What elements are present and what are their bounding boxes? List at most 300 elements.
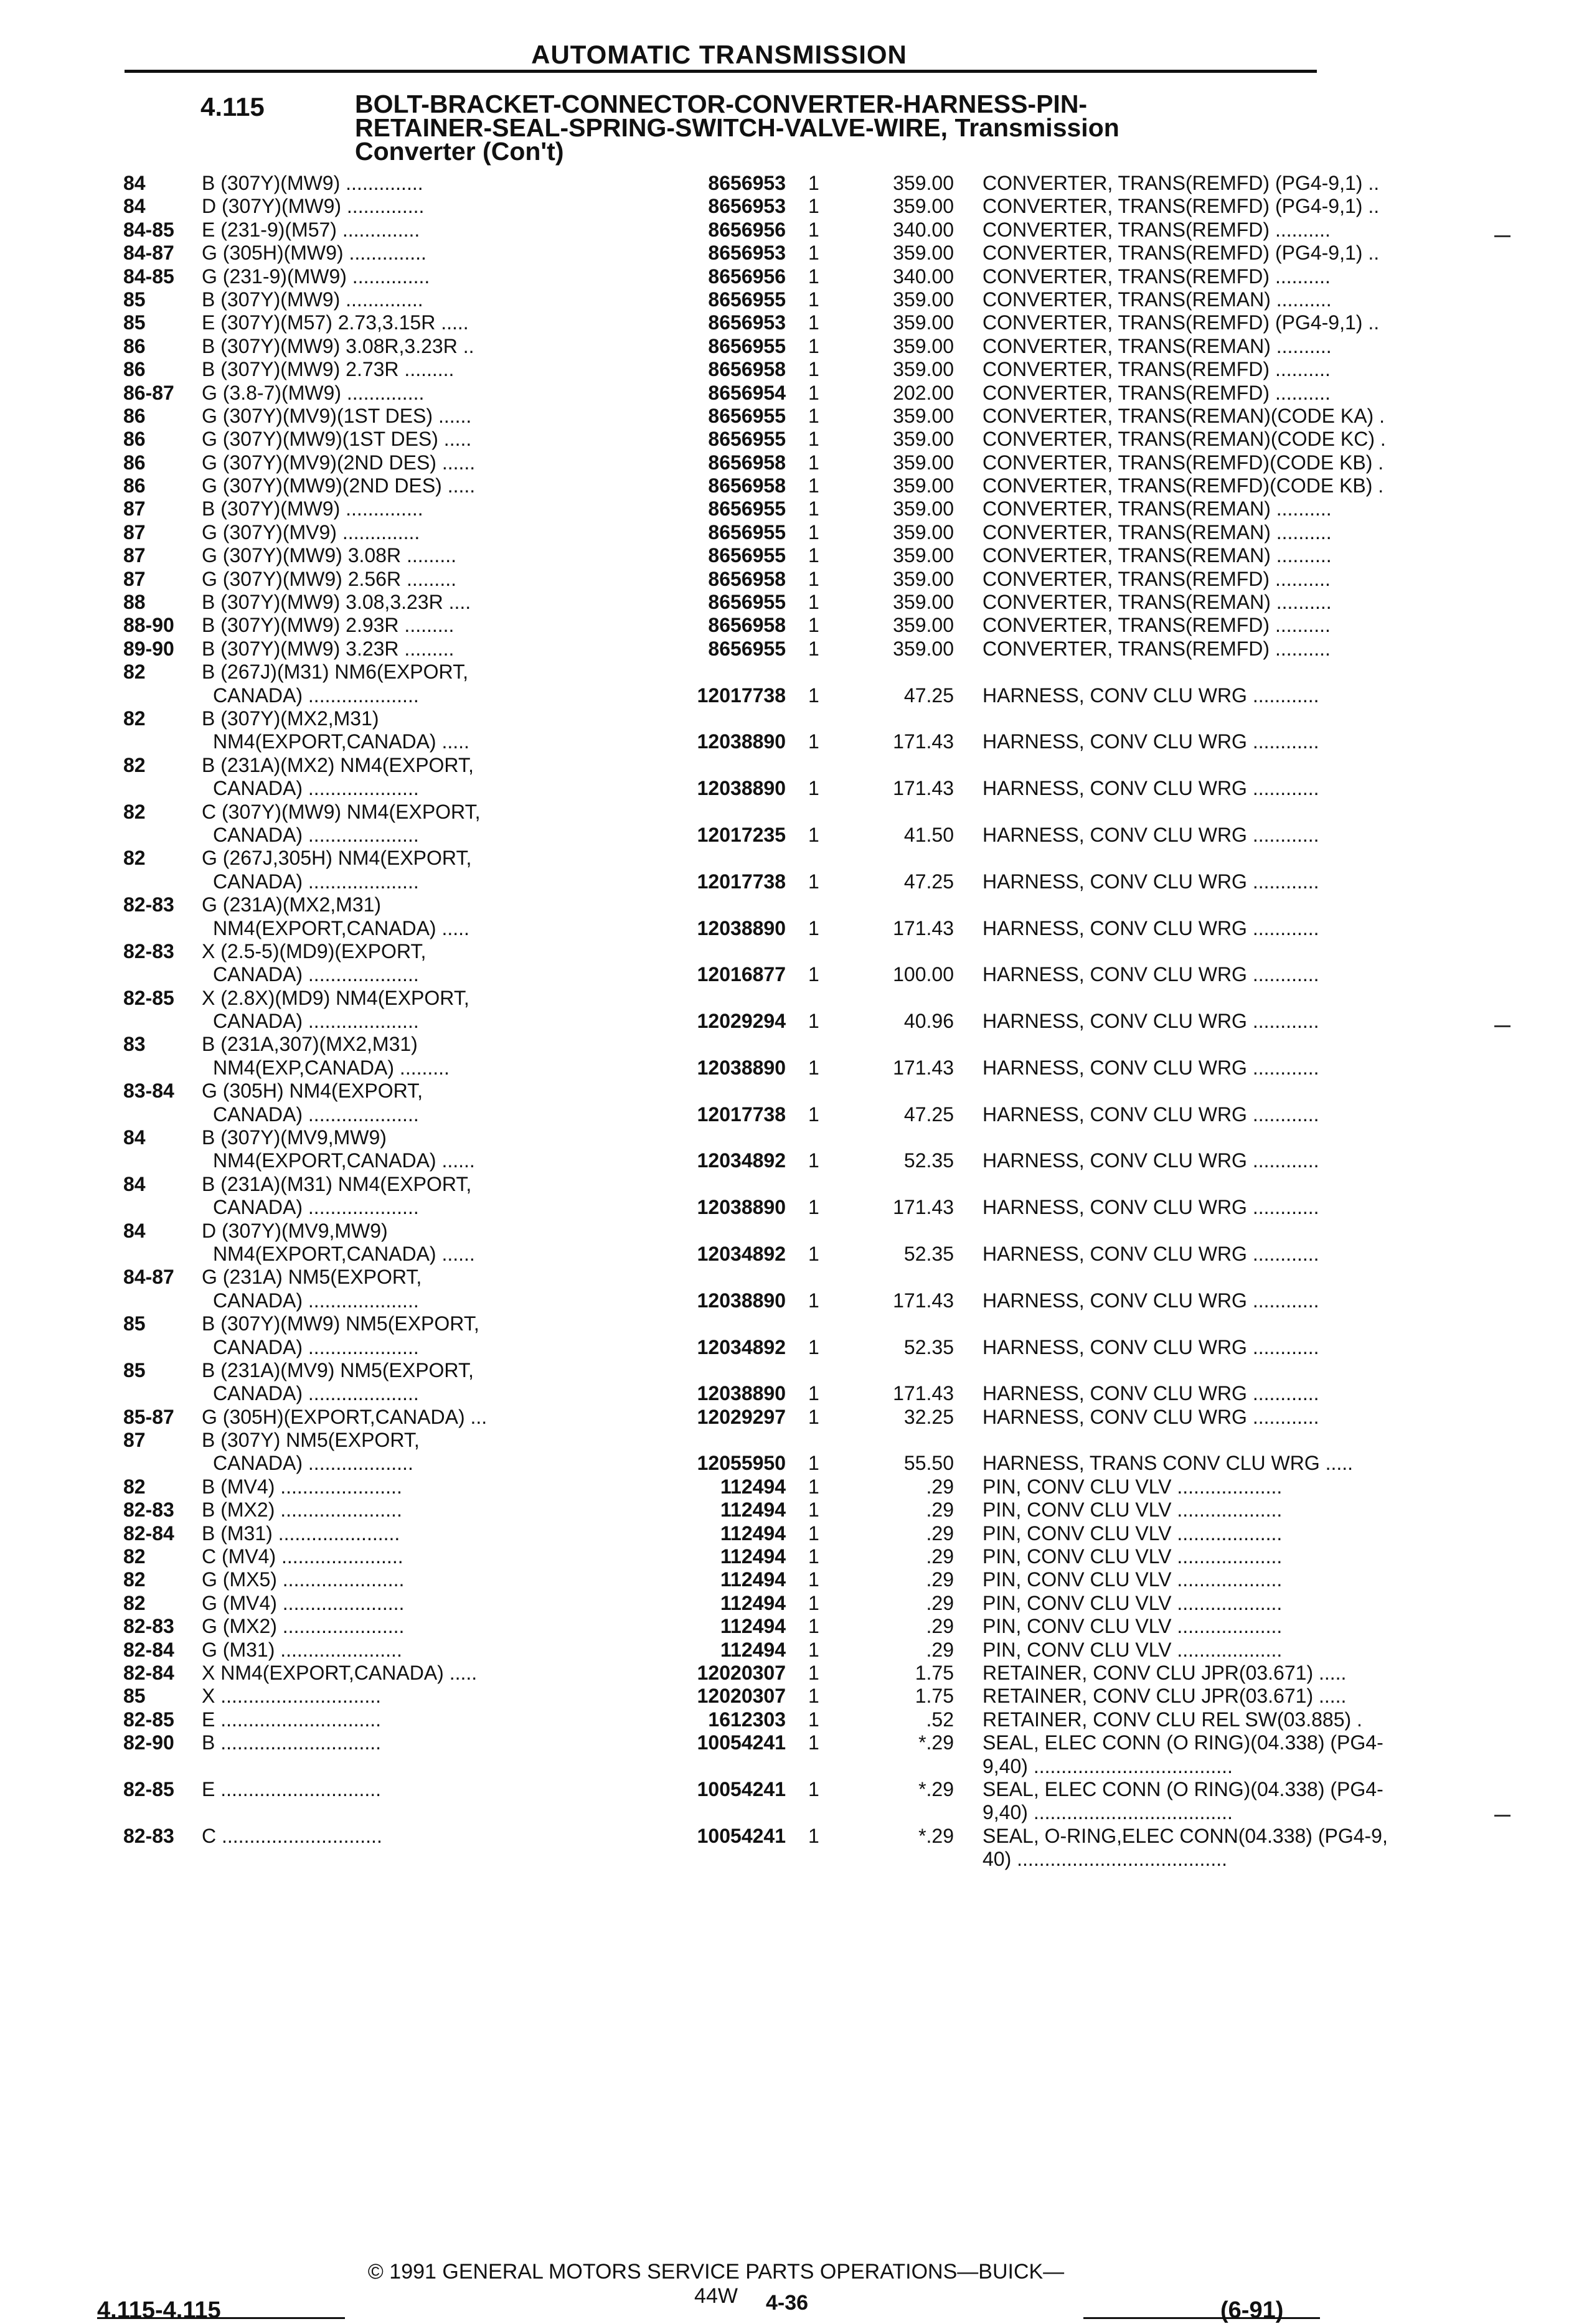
ref-cell: 82-90 xyxy=(123,1731,174,1754)
part-number-cell: 12020307 xyxy=(697,1662,786,1684)
part-number-cell: 8656956 xyxy=(708,218,786,241)
part-name-cell: CONVERTER, TRANS(REMAN) .......... xyxy=(983,497,1332,520)
table-row xyxy=(123,334,1332,358)
part-number-cell: 8656955 xyxy=(708,544,786,567)
part-name-cell: HARNESS, CONV CLU WRG ............ xyxy=(983,870,1319,893)
part-name-cell: PIN, CONV CLU VLV ................... xyxy=(983,1591,1283,1614)
table-row xyxy=(123,661,1319,684)
table-row xyxy=(123,172,1380,195)
table-row xyxy=(123,1406,1319,1429)
ref-cell: 84-87 xyxy=(123,242,174,265)
ref-cell: 83-84 xyxy=(123,1080,174,1103)
quantity-cell: 1 xyxy=(808,428,819,451)
part-number-cell: 12038890 xyxy=(697,1196,786,1219)
price-cell: 171.43 xyxy=(893,916,954,939)
description-cell: G (307Y)(MV9)(2ND DES) ...... xyxy=(202,451,476,474)
part-name-cell: CONVERTER, TRANS(REMFD)(CODE KB) . xyxy=(983,474,1384,497)
description-cell: E ............................. xyxy=(202,1777,382,1800)
ref-cell: 85 xyxy=(123,1685,146,1708)
part-name-cell: CONVERTER, TRANS(REMFD)(CODE KB) . xyxy=(983,451,1384,474)
quantity-cell: 1 xyxy=(808,288,819,311)
ref-cell: 82 xyxy=(123,661,146,684)
description-cell: CANADA) .................... xyxy=(213,684,419,707)
quantity-cell: 1 xyxy=(808,1289,819,1312)
description-cell: B (231A)(MX2) NM4(EXPORT, xyxy=(202,753,474,776)
part-number-cell: 112494 xyxy=(720,1615,786,1638)
part-number-cell: 8656955 xyxy=(708,637,786,660)
part-name-cell: CONVERTER, TRANS(REMAN) .......... xyxy=(983,591,1332,614)
table-row xyxy=(123,893,1319,916)
part-name-cell: CONVERTER, TRANS(REMFD) (PG4-9,1) .. xyxy=(983,311,1380,334)
price-cell: 359.00 xyxy=(893,404,954,427)
quantity-cell: 1 xyxy=(808,1777,819,1800)
quantity-cell: 1 xyxy=(808,1591,819,1614)
table-row xyxy=(123,1662,1347,1685)
part-number-cell: 8656955 xyxy=(708,520,786,543)
part-number-cell: 112494 xyxy=(720,1545,786,1568)
price-cell: 1.75 xyxy=(915,1662,954,1684)
quantity-cell: 1 xyxy=(808,1638,819,1661)
part-name-cell: HARNESS, CONV CLU WRG ............ xyxy=(983,1335,1319,1358)
description-cell: NM4(EXPORT,CANADA) ...... xyxy=(213,1242,475,1265)
quantity-cell: 1 xyxy=(808,591,819,614)
price-cell: 52.35 xyxy=(903,1149,954,1172)
part-name-cell: HARNESS, CONV CLU WRG ............ xyxy=(983,1242,1319,1265)
part-number-cell: 8656956 xyxy=(708,265,786,288)
part-name-cell: HARNESS, CONV CLU WRG ............ xyxy=(983,1056,1319,1079)
table-row xyxy=(123,544,1332,567)
part-number-cell: 10054241 xyxy=(697,1731,786,1754)
table-row xyxy=(123,1545,1319,1568)
part-name-cell: CONVERTER, TRANS(REMFD) .......... xyxy=(983,218,1331,241)
ref-cell: 82-83 xyxy=(123,939,174,962)
part-number-cell: 8656958 xyxy=(708,451,786,474)
description-cell: NM4(EXPORT,CANADA) ..... xyxy=(213,730,469,753)
quantity-cell: 1 xyxy=(808,520,819,543)
table-row xyxy=(123,963,1319,986)
part-name-cell: HARNESS, CONV CLU WRG ............ xyxy=(983,730,1319,753)
description-cell: G (307Y)(MW9) 3.08R ......... xyxy=(202,544,456,567)
ref-cell: 82 xyxy=(123,707,146,730)
ref-cell: 82 xyxy=(123,753,146,776)
description-cell: B ............................. xyxy=(202,1731,382,1754)
table-row xyxy=(123,707,1319,730)
ref-cell: 82 xyxy=(123,1545,146,1568)
description-cell: G (305H)(EXPORT,CANADA) ... xyxy=(202,1405,488,1428)
quantity-cell: 1 xyxy=(808,451,819,474)
quantity-cell: 1 xyxy=(808,614,819,637)
description-cell: NM4(EXP,CANADA) ......... xyxy=(213,1056,450,1079)
price-cell: 40.96 xyxy=(903,1010,954,1033)
quantity-cell: 1 xyxy=(808,1615,819,1638)
part-number-cell: 12017235 xyxy=(697,823,786,846)
price-cell: .29 xyxy=(926,1522,954,1545)
part-number-cell: 112494 xyxy=(720,1522,786,1545)
table-row xyxy=(123,428,1386,451)
description-cell: CANADA) .................... xyxy=(213,1382,419,1405)
part-number-cell: 12038890 xyxy=(697,730,786,753)
price-cell: 171.43 xyxy=(893,1289,954,1312)
price-cell: 171.43 xyxy=(893,1382,954,1405)
description-cell: NM4(EXPORT,CANADA) ..... xyxy=(213,916,469,939)
quantity-cell: 1 xyxy=(808,567,819,590)
part-name-cell: CONVERTER, TRANS(REMAN) .......... xyxy=(983,520,1332,543)
description-cell: B (307Y)(MW9) .............. xyxy=(202,172,423,194)
quantity-cell: 1 xyxy=(808,1335,819,1358)
ref-cell: 88-90 xyxy=(123,614,174,637)
part-name-cell: PIN, CONV CLU VLV ................... xyxy=(983,1568,1283,1591)
quantity-cell: 1 xyxy=(808,870,819,893)
quantity-cell: 1 xyxy=(808,358,819,381)
quantity-cell: 1 xyxy=(808,1382,819,1405)
description-cell: B (231A)(MV9) NM5(EXPORT, xyxy=(202,1358,474,1381)
quantity-cell: 1 xyxy=(808,1149,819,1172)
description-cell: G (231-9)(MW9) .............. xyxy=(202,265,430,288)
ref-cell: 82 xyxy=(123,800,146,823)
part-number-cell: 12034892 xyxy=(697,1242,786,1265)
price-cell: 359.00 xyxy=(893,358,954,381)
quantity-cell: 1 xyxy=(808,1405,819,1428)
table-row xyxy=(123,847,1319,870)
table-row xyxy=(123,265,1331,288)
part-name-cell: PIN, CONV CLU VLV ................... xyxy=(983,1615,1283,1638)
ref-cell: 85 xyxy=(123,311,146,334)
margin-tick xyxy=(1494,235,1510,237)
ref-cell: 82-85 xyxy=(123,986,174,1009)
quantity-cell: 1 xyxy=(808,1498,819,1522)
table-row xyxy=(123,1475,1319,1498)
part-name-cell: PIN, CONV CLU VLV ................... xyxy=(983,1498,1283,1522)
table-row xyxy=(123,1568,1319,1591)
table-row xyxy=(123,1848,1319,1871)
description-cell: B (307Y)(MW9) 2.93R ......... xyxy=(202,614,455,637)
table-row xyxy=(123,1708,1362,1731)
description-cell: B (307Y)(MW9) NM5(EXPORT, xyxy=(202,1312,479,1335)
part-number-cell: 12038890 xyxy=(697,1382,786,1405)
table-row xyxy=(123,591,1332,614)
description-cell: CANADA) .................... xyxy=(213,870,419,893)
part-name-cell: HARNESS, CONV CLU WRG ............ xyxy=(983,1196,1319,1219)
part-number-cell: 12055950 xyxy=(697,1452,786,1475)
price-cell: 47.25 xyxy=(903,1103,954,1126)
table-row xyxy=(123,381,1331,405)
description-cell: B (MV4) ...................... xyxy=(202,1475,402,1498)
part-number-cell: 1612303 xyxy=(708,1708,786,1731)
page-header-title: AUTOMATIC TRANSMISSION xyxy=(531,40,907,69)
table-row xyxy=(123,1149,1319,1172)
description-cell: X NM4(EXPORT,CANADA) ..... xyxy=(202,1662,478,1684)
part-name-cell: CONVERTER, TRANS(REMFD) (PG4-9,1) .. xyxy=(983,172,1380,194)
part-name-cell: HARNESS, CONV CLU WRG ............ xyxy=(983,777,1319,800)
part-number-cell: 8656955 xyxy=(708,288,786,311)
part-number-cell: 8656955 xyxy=(708,497,786,520)
description-cell: B (307Y)(MX2,M31) xyxy=(202,707,379,730)
description-cell: B (231A,307)(MX2,M31) xyxy=(202,1033,418,1056)
price-cell: 359.00 xyxy=(893,195,954,218)
price-cell: 340.00 xyxy=(893,265,954,288)
table-row xyxy=(123,358,1331,381)
table-row xyxy=(123,451,1384,474)
quantity-cell: 1 xyxy=(808,1568,819,1591)
quantity-cell: 1 xyxy=(808,963,819,986)
section-title-line-1: BOLT-BRACKET-CONNECTOR-CONVERTER-HARNESS-PIN- xyxy=(355,90,1088,118)
description-cell: B (307Y) NM5(EXPORT, xyxy=(202,1429,420,1452)
part-number-cell: 12038890 xyxy=(697,916,786,939)
ref-cell: 84 xyxy=(123,195,146,218)
header-rule xyxy=(125,70,1317,73)
table-row xyxy=(123,1056,1319,1080)
part-name-cell: 9,40) .................................... xyxy=(983,1754,1233,1777)
quantity-cell: 1 xyxy=(808,1685,819,1708)
description-cell: CANADA) ................... xyxy=(213,1452,413,1475)
part-name-cell: 9,40) .................................... xyxy=(983,1801,1233,1824)
part-number-cell: 8656953 xyxy=(708,172,786,194)
part-name-cell: HARNESS, CONV CLU WRG ............ xyxy=(983,916,1319,939)
table-row xyxy=(123,404,1385,428)
part-number-cell: 12038890 xyxy=(697,1289,786,1312)
quantity-cell: 1 xyxy=(808,218,819,241)
table-row xyxy=(123,218,1331,242)
quantity-cell: 1 xyxy=(808,823,819,846)
description-cell: X (2.8X)(MD9) NM4(EXPORT, xyxy=(202,986,469,1009)
description-cell: D (307Y)(MW9) .............. xyxy=(202,195,425,218)
part-number-cell: 8656953 xyxy=(708,195,786,218)
price-cell: 100.00 xyxy=(893,963,954,986)
table-row xyxy=(123,754,1319,777)
table-row xyxy=(123,1266,1319,1289)
description-cell: G (307Y)(MW9)(2ND DES) ..... xyxy=(202,474,476,497)
table-row xyxy=(123,1033,1319,1056)
price-cell: 359.00 xyxy=(893,172,954,194)
quantity-cell: 1 xyxy=(808,381,819,404)
table-row xyxy=(123,1429,1319,1452)
table-row xyxy=(123,1639,1319,1662)
quantity-cell: 1 xyxy=(808,404,819,427)
part-number-cell: 8656955 xyxy=(708,591,786,614)
table-row xyxy=(123,940,1319,963)
quantity-cell: 1 xyxy=(808,730,819,753)
quantity-cell: 1 xyxy=(808,1103,819,1126)
table-row xyxy=(123,987,1319,1010)
table-row xyxy=(123,474,1384,497)
description-cell: G (M31) ...................... xyxy=(202,1638,402,1661)
table-row xyxy=(123,1452,1354,1475)
quantity-cell: 1 xyxy=(808,265,819,288)
part-name-cell: SEAL, ELEC CONN (O RING)(04.338) (PG4- xyxy=(983,1777,1383,1800)
description-cell: X ............................. xyxy=(202,1685,382,1708)
ref-cell: 82-83 xyxy=(123,1498,174,1522)
price-cell: 359.00 xyxy=(893,614,954,637)
quantity-cell: 1 xyxy=(808,1731,819,1754)
description-cell: G (MV4) ...................... xyxy=(202,1591,405,1614)
margin-tick xyxy=(1494,1025,1510,1027)
description-cell: G (MX2) ...................... xyxy=(202,1615,405,1638)
table-row xyxy=(123,1498,1319,1522)
price-cell: 171.43 xyxy=(893,730,954,753)
description-cell: G (305H)(MW9) .............. xyxy=(202,242,426,265)
margin-tick xyxy=(1494,1815,1510,1817)
price-cell: 359.00 xyxy=(893,497,954,520)
quantity-cell: 1 xyxy=(808,1545,819,1568)
part-number-cell: 8656953 xyxy=(708,242,786,265)
part-name-cell: PIN, CONV CLU VLV ................... xyxy=(983,1522,1283,1545)
description-cell: D (307Y)(MV9,MW9) xyxy=(202,1219,388,1242)
part-name-cell: HARNESS, TRANS CONV CLU WRG ..... xyxy=(983,1452,1354,1475)
part-name-cell: PIN, CONV CLU VLV ................... xyxy=(983,1545,1283,1568)
price-cell: 202.00 xyxy=(893,381,954,404)
ref-cell: 84 xyxy=(123,1126,146,1149)
part-name-cell: HARNESS, CONV CLU WRG ............ xyxy=(983,963,1319,986)
table-row xyxy=(123,1801,1319,1824)
description-cell: G (307Y)(MV9)(1ST DES) ...... xyxy=(202,404,472,427)
price-cell: *.29 xyxy=(918,1824,954,1847)
section-title-line-2: RETAINER-SEAL-SPRING-SWITCH-VALVE-WIRE, Transmission xyxy=(355,113,1119,142)
part-name-cell: 40) ...................................... xyxy=(983,1848,1227,1871)
description-cell: C ............................. xyxy=(202,1824,382,1847)
ref-cell: 82 xyxy=(123,1591,146,1614)
table-row xyxy=(123,195,1380,218)
table-row xyxy=(123,311,1380,334)
parts-table xyxy=(123,172,1388,1871)
table-row xyxy=(123,1103,1319,1126)
part-number-cell: 8656958 xyxy=(708,474,786,497)
ref-cell: 85-87 xyxy=(123,1405,174,1428)
description-cell: CANADA) .................... xyxy=(213,1010,419,1033)
description-cell: B (M31) ...................... xyxy=(202,1522,400,1545)
quantity-cell: 1 xyxy=(808,1242,819,1265)
description-cell: B (307Y)(MW9) .............. xyxy=(202,497,423,520)
table-row xyxy=(123,1243,1319,1266)
table-row xyxy=(123,870,1319,893)
ref-cell: 82 xyxy=(123,847,146,870)
part-name-cell: CONVERTER, TRANS(REMAN) .......... xyxy=(983,288,1332,311)
part-number-cell: 10054241 xyxy=(697,1777,786,1800)
part-name-cell: CONVERTER, TRANS(REMFD) .......... xyxy=(983,567,1331,590)
quantity-cell: 1 xyxy=(808,1010,819,1033)
ref-cell: 85 xyxy=(123,1312,146,1335)
part-name-cell: CONVERTER, TRANS(REMAN)(CODE KA) . xyxy=(983,404,1385,427)
price-cell: 359.00 xyxy=(893,334,954,357)
description-cell: G (307Y)(MW9)(1ST DES) ..... xyxy=(202,428,472,451)
description-cell: B (231A)(M31) NM4(EXPORT, xyxy=(202,1172,472,1195)
ref-cell: 84-87 xyxy=(123,1266,174,1289)
price-cell: 340.00 xyxy=(893,218,954,241)
part-name-cell: CONVERTER, TRANS(REMFD) (PG4-9,1) .. xyxy=(983,195,1380,218)
description-cell: G (231A)(MX2,M31) xyxy=(202,893,382,916)
ref-cell: 89-90 xyxy=(123,637,174,660)
part-number-cell: 12034892 xyxy=(697,1149,786,1172)
footer-copyright: © 1991 GENERAL MOTORS SERVICE PARTS OPERATIONS—BUICK—44W xyxy=(367,2260,1065,2308)
ref-cell: 82-85 xyxy=(123,1708,174,1731)
part-number-cell: 8656958 xyxy=(708,567,786,590)
quantity-cell: 1 xyxy=(808,1824,819,1847)
price-cell: 359.00 xyxy=(893,520,954,543)
ref-cell: 86 xyxy=(123,451,146,474)
ref-cell: 87 xyxy=(123,520,146,543)
part-name-cell: HARNESS, CONV CLU WRG ............ xyxy=(983,1289,1319,1312)
part-name-cell: HARNESS, CONV CLU WRG ............ xyxy=(983,1382,1319,1405)
table-row xyxy=(123,1126,1319,1149)
description-cell: C (307Y)(MW9) NM4(EXPORT, xyxy=(202,800,481,823)
description-cell: E (307Y)(M57) 2.73,3.15R ..... xyxy=(202,311,469,334)
quantity-cell: 1 xyxy=(808,334,819,357)
table-row xyxy=(123,1685,1347,1708)
section-title xyxy=(355,90,1289,166)
part-name-cell: HARNESS, CONV CLU WRG ............ xyxy=(983,1149,1319,1172)
part-name-cell: RETAINER, CONV CLU JPR(03.671) ..... xyxy=(983,1662,1347,1684)
ref-cell: 82-84 xyxy=(123,1522,174,1545)
footer-date-code: (6-91) xyxy=(1220,2297,1284,2323)
table-row xyxy=(123,567,1331,591)
table-row xyxy=(123,730,1319,753)
price-cell: *.29 xyxy=(918,1777,954,1800)
table-row xyxy=(123,288,1332,311)
description-cell: G (305H) NM4(EXPORT, xyxy=(202,1080,423,1103)
part-name-cell: HARNESS, CONV CLU WRG ............ xyxy=(983,823,1319,846)
part-number-cell: 112494 xyxy=(720,1638,786,1661)
part-number-cell: 12016877 xyxy=(697,963,786,986)
price-cell: 47.25 xyxy=(903,870,954,893)
table-row xyxy=(123,1220,1319,1243)
description-cell: NM4(EXPORT,CANADA) ...... xyxy=(213,1149,475,1172)
part-number-cell: 10054241 xyxy=(697,1824,786,1847)
part-name-cell: CONVERTER, TRANS(REMAN) .......... xyxy=(983,334,1332,357)
price-cell: .29 xyxy=(926,1545,954,1568)
description-cell: G (231A) NM5(EXPORT, xyxy=(202,1266,422,1289)
footer-rule-right xyxy=(1083,2317,1320,2319)
part-name-cell: CONVERTER, TRANS(REMFD) .......... xyxy=(983,265,1331,288)
part-number-cell: 12017738 xyxy=(697,684,786,707)
price-cell: 359.00 xyxy=(893,428,954,451)
quantity-cell: 1 xyxy=(808,1475,819,1498)
price-cell: 359.00 xyxy=(893,451,954,474)
description-cell: E ............................. xyxy=(202,1708,382,1731)
ref-cell: 87 xyxy=(123,1429,146,1452)
description-cell: B (MX2) ...................... xyxy=(202,1498,402,1522)
price-cell: 171.43 xyxy=(893,777,954,800)
description-cell: CANADA) .................... xyxy=(213,1289,419,1312)
part-number-cell: 8656955 xyxy=(708,404,786,427)
table-row xyxy=(123,801,1319,824)
description-cell: B (267J)(M31) NM6(EXPORT, xyxy=(202,661,468,684)
table-row xyxy=(123,1777,1383,1801)
price-cell: 52.35 xyxy=(903,1242,954,1265)
table-row xyxy=(123,1592,1319,1615)
ref-cell: 87 xyxy=(123,544,146,567)
description-cell: B (307Y)(MW9) .............. xyxy=(202,288,423,311)
ref-cell: 85 xyxy=(123,1358,146,1381)
table-row xyxy=(123,1010,1319,1033)
table-row xyxy=(123,1312,1319,1335)
ref-cell: 86 xyxy=(123,404,146,427)
quantity-cell: 1 xyxy=(808,777,819,800)
table-row xyxy=(123,614,1331,637)
ref-cell: 87 xyxy=(123,567,146,590)
table-row xyxy=(123,1196,1319,1219)
quantity-cell: 1 xyxy=(808,637,819,660)
ref-cell: 88 xyxy=(123,591,146,614)
description-cell: CANADA) .................... xyxy=(213,777,419,800)
price-cell: 359.00 xyxy=(893,474,954,497)
quantity-cell: 1 xyxy=(808,544,819,567)
description-cell: CANADA) .................... xyxy=(213,963,419,986)
table-row xyxy=(123,1080,1319,1103)
description-cell: C (MV4) ...................... xyxy=(202,1545,403,1568)
ref-cell: 87 xyxy=(123,497,146,520)
part-number-cell: 12029297 xyxy=(697,1405,786,1428)
table-row xyxy=(123,637,1331,661)
part-number-cell: 112494 xyxy=(720,1498,786,1522)
